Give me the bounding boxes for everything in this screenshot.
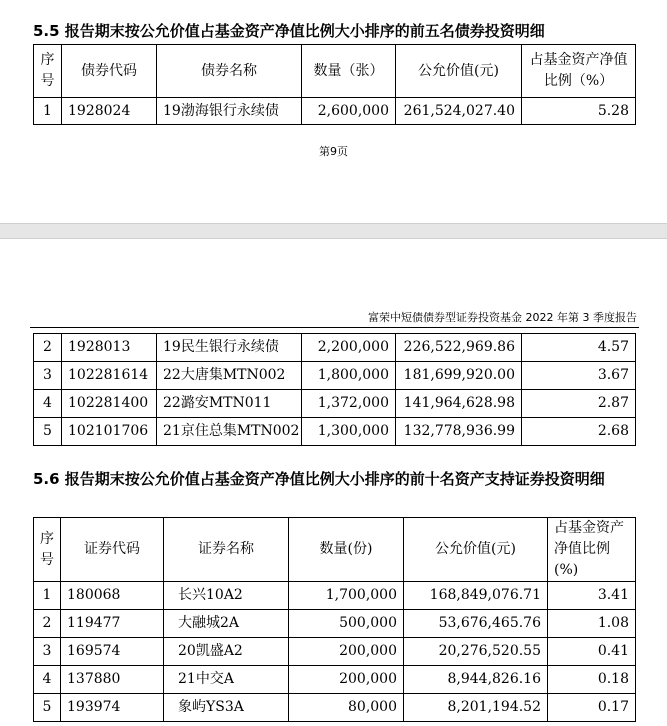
table-cell: 132,778,936.99 — [396, 418, 522, 446]
table-row — [34, 418, 636, 446]
running-header: 富荣中短债债券型证券投资基金 2022 年第 3 季度报告 — [368, 311, 637, 324]
abs-top10-table — [33, 517, 636, 722]
table-cell: 19民生银行永续债 — [157, 334, 302, 362]
table-row — [34, 694, 636, 722]
table-cell: 20凯盛A2 — [164, 638, 289, 666]
bond-top5-table — [33, 44, 636, 125]
header-cell: 占基金资产净值比例(%) — [548, 518, 636, 582]
table-cell: 1,700,000 — [289, 582, 404, 610]
table-cell: 20,276,520.55 — [404, 638, 548, 666]
table-cell: 168,849,076.71 — [404, 582, 548, 610]
table-row — [34, 666, 636, 694]
table-cell: 137880 — [61, 666, 164, 694]
table-cell: 80,000 — [289, 694, 404, 722]
header-cell: 证券代码 — [61, 518, 164, 582]
table-cell: 4 — [34, 666, 61, 694]
table-cell: 1928013 — [62, 334, 157, 362]
table-cell: 1 — [34, 98, 62, 125]
table-cell: 4 — [34, 390, 62, 418]
table-cell: 0.41 — [548, 638, 636, 666]
section-5-6-title: 5.6 报告期末按公允价值占基金资产净值比例大小排序的前十名资产支持证券投资明细 — [33, 470, 605, 488]
table-cell: 1 — [34, 582, 61, 610]
table-cell: 长兴10A2 — [164, 582, 289, 610]
table-cell: 0.17 — [548, 694, 636, 722]
header-cell: 证券名称 — [164, 518, 289, 582]
header-cell: 数量（张） — [302, 45, 396, 98]
table-cell: 8,201,194.52 — [404, 694, 548, 722]
table-header-row — [34, 518, 636, 582]
table-cell: 169574 — [61, 638, 164, 666]
table-cell: 2 — [34, 610, 61, 638]
header-cell: 序号 — [34, 45, 62, 98]
table-row — [34, 362, 636, 390]
bond-top5-table-continued — [33, 333, 636, 446]
table-cell: 180068 — [61, 582, 164, 610]
table-cell: 1.08 — [548, 610, 636, 638]
table-cell: 1,372,000 — [302, 390, 396, 418]
table-cell: 22大唐集MTN002 — [157, 362, 302, 390]
table-cell: 181,699,920.00 — [396, 362, 522, 390]
table-cell: 141,964,628.98 — [396, 390, 522, 418]
header-cell: 公允价值(元) — [396, 45, 522, 98]
table-header-row — [34, 45, 636, 98]
table-cell: 226,522,969.86 — [396, 334, 522, 362]
table-cell: 200,000 — [289, 638, 404, 666]
page-number: 第9页 — [319, 145, 348, 158]
header-cell: 占基金资产净值比例（%） — [522, 45, 636, 98]
table-cell: 1928024 — [62, 98, 157, 125]
table-cell: 5.28 — [522, 98, 636, 125]
header-cell: 序号 — [34, 518, 61, 582]
table-row — [34, 334, 636, 362]
table-cell: 200,000 — [289, 666, 404, 694]
table-cell: 5 — [34, 418, 62, 446]
table-cell: 2 — [34, 334, 62, 362]
header-rule — [30, 327, 639, 328]
table-row — [34, 638, 636, 666]
table-cell: 102281400 — [62, 390, 157, 418]
table-cell: 1,300,000 — [302, 418, 396, 446]
table-cell: 0.18 — [548, 666, 636, 694]
table-cell: 22潞安MTN011 — [157, 390, 302, 418]
table-cell: 500,000 — [289, 610, 404, 638]
header-cell: 公允价值(元) — [404, 518, 548, 582]
table-cell: 5 — [34, 694, 61, 722]
table-cell: 1,800,000 — [302, 362, 396, 390]
table-row — [34, 582, 636, 610]
table-cell: 4.57 — [522, 334, 636, 362]
table-cell: 102101706 — [62, 418, 157, 446]
table-cell: 3 — [34, 638, 61, 666]
table-row — [34, 610, 636, 638]
table-cell: 象屿YS3A — [164, 694, 289, 722]
table-cell: 119477 — [61, 610, 164, 638]
table-cell: 2,200,000 — [302, 334, 396, 362]
page-break — [0, 223, 667, 239]
table-cell: 2.87 — [522, 390, 636, 418]
table-cell: 53,676,465.76 — [404, 610, 548, 638]
table-cell: 3.67 — [522, 362, 636, 390]
table-cell: 102281614 — [62, 362, 157, 390]
table-cell: 21中交A — [164, 666, 289, 694]
header-cell: 数量(份) — [289, 518, 404, 582]
table-row — [34, 390, 636, 418]
section-5-5-title: 5.5 报告期末按公允价值占基金资产净值比例大小排序的前五名债券投资明细 — [33, 22, 545, 40]
table-cell: 193974 — [61, 694, 164, 722]
table-cell: 261,524,027.40 — [396, 98, 522, 125]
table-cell: 19渤海银行永续债 — [157, 98, 302, 125]
table-cell: 大融城2A — [164, 610, 289, 638]
table-row — [34, 98, 636, 125]
table-cell: 3 — [34, 362, 62, 390]
table-cell: 2,600,000 — [302, 98, 396, 125]
table-cell: 2.68 — [522, 418, 636, 446]
table-cell: 3.41 — [548, 582, 636, 610]
table-cell: 21京住总集MTN002 — [157, 418, 302, 446]
header-cell: 债券名称 — [157, 45, 302, 98]
table-cell: 8,944,826.16 — [404, 666, 548, 694]
header-cell: 债券代码 — [62, 45, 157, 98]
